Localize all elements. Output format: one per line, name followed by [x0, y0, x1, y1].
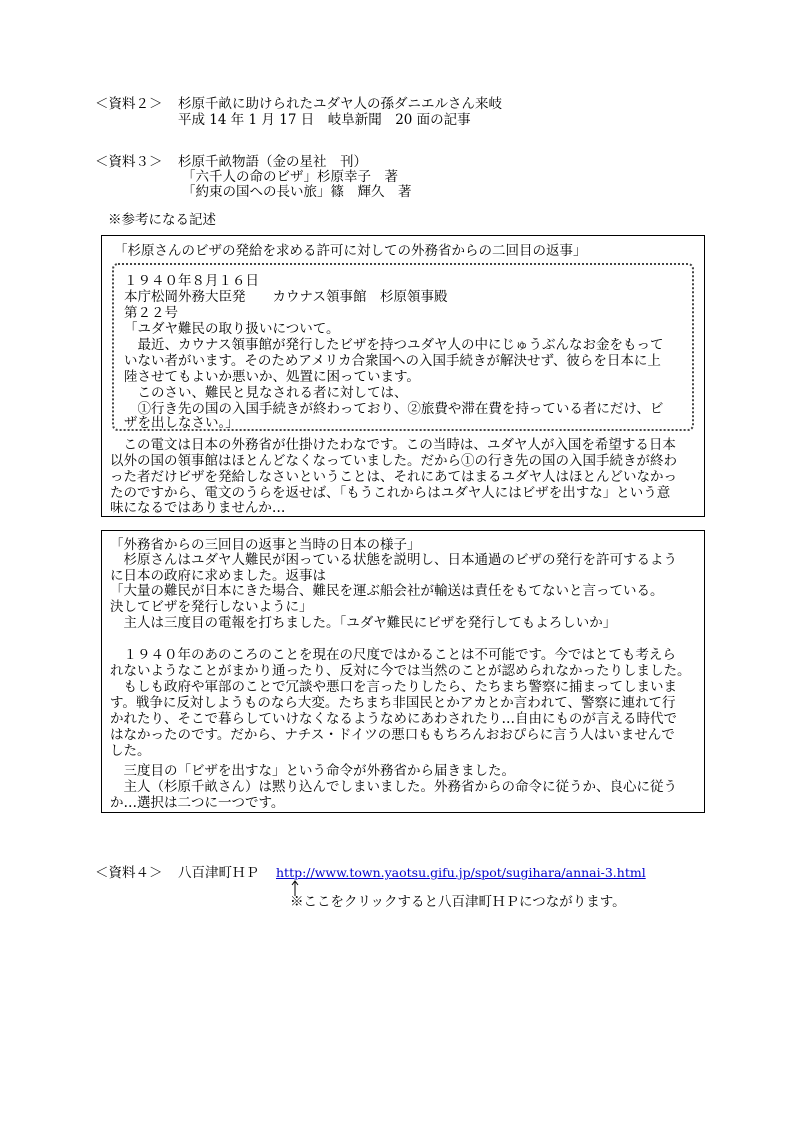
commentary-line: った者だけビザを発給しなさいということは、それにあてはまるユダヤ人はほとんどいなかっ: [110, 469, 677, 485]
telegram-line: 本庁松岡外務大臣発 カウナス領事館 杉原領事殿: [124, 289, 448, 305]
ref4-label: ＜資料４＞: [95, 865, 163, 881]
commentary-line: たのですから、電文のうらを返せば、「もうこれからはユダヤ人にはビザを出すな」という意: [110, 485, 671, 501]
ref2-source: 平成 14 年 1 月 17 日 岐阜新聞 20 面の記事: [178, 112, 471, 128]
telegram-frame: [112, 263, 694, 431]
telegram-line: 最近、カウナス領事館が発行したビザを持つユダヤ人の中にじゅうぶんなお金をもって: [124, 337, 664, 353]
box2-line: もしも政府や軍部のことで冗談や悪口を言ったりしたら、たちまち警察に捕まってしまいま: [110, 679, 677, 695]
telegram-line: このさい、難民と見なされる者に対しては、: [124, 385, 408, 401]
telegram-line: 「ユダヤ難民の取り扱いについて。: [124, 321, 340, 337]
box2-line: した。: [110, 743, 151, 759]
box2-line: かれたり、そこで暮らしていけなくなるようなめにあわされたり…自由にものが言える時代で: [110, 711, 677, 727]
box2-line: 三度目の「ビザを出すな」という命令が外務省から届きました。: [110, 763, 515, 779]
commentary-line: この電文は日本の外務省が仕掛けたわなです。この当時は、ユダヤ人が入国を希望する日本: [110, 437, 676, 453]
box2-line: か…選択は二つに一つです。: [110, 795, 285, 811]
box2-line: に日本の政府に求めました。返事は: [110, 568, 326, 584]
box2-line: 「大量の難民が日本にきた場合、難民を運ぶ船会社が輸送は責任をもてないと言っている。: [110, 583, 664, 599]
box2-line: 杉原さんはユダヤ人難民が困っている状態を説明し、日本通過のビザの発行を許可するよう: [110, 552, 677, 568]
box2-line: 「外務省からの三回目の返事と当時の日本の様子」: [110, 537, 421, 553]
ref4-title: 八百津町ＨＰ: [178, 865, 259, 881]
ref3-book-2: 「約束の国への長い旅」篠 輝久 著: [182, 184, 412, 200]
box2-line: れないようなことがまかり通ったり、反対に今では当然のことが認められなかったりしました。: [110, 663, 691, 679]
second-reply-box: [101, 235, 705, 517]
box2-line: す。戦争に反対しようものなら大変。たちまち非国民とかアカとか言われて、警察に連れて行: [110, 695, 676, 711]
ref3-book-1: 「六千人の命のビザ」杉原幸子 著: [182, 169, 398, 185]
telegram-line: １９４０年８月１６日: [124, 273, 259, 289]
telegram-line: 第２２号: [124, 305, 178, 321]
third-reply-box: [101, 530, 705, 813]
commentary-line: 以外の国の領事館はほとんどなくなっていました。だから①の行き先の国の入国手続きが終わ: [110, 453, 677, 469]
yaotsu-hp-link[interactable]: http://www.town.yaotsu.gifu.jp/spot/sugihara/annai-3.html: [276, 865, 646, 880]
ref2-title: 杉原千畝に助けられたユダヤ人の孫ダニエルさん来岐: [178, 96, 502, 112]
telegram-line: ザを出しなさい。」: [124, 415, 239, 431]
box2-line: １９４０年のあのころのことを現在の尺度ではかることは不可能です。今ではとても考えら: [110, 647, 676, 663]
telegram-line: ①行き先の国の入国手続きが終わっており、②旅費や滞在費を持っている者にだけ、ビ: [124, 401, 664, 417]
second-reply-heading: 「杉原さんのビザの発給を求める許可に対しての外務省からの二回目の返事」: [114, 243, 587, 259]
ref3-note: ※参考になる記述: [108, 212, 216, 228]
commentary-line: 味になるではありませんか…: [110, 500, 286, 516]
box2-line: 主人は三度目の電報を打ちました。「ユダヤ難民にビザを発行してもよろしいか」: [110, 615, 617, 631]
box2-line: はなかったのです。だから、ナチス・ドイツの悪口ももちろんおおぴらに言う人はいませんで: [110, 727, 675, 743]
ref3-label: ＜資料３＞: [95, 154, 163, 170]
telegram-line: いない者がいます。そのためアメリカ合衆国への入国手続きが解決せず、彼らを日本に上: [124, 353, 661, 369]
box2-line: 主人（杉原千畝さん）は黙り込んでしまいました。外務省からの命令に従うか、良心に従う: [110, 779, 677, 795]
click-note: ※ここをクリックすると八百津町ＨＰにつながります。: [290, 894, 626, 910]
box2-line: 決してビザを発行しないように」: [110, 599, 313, 615]
telegram-line: 陸させてもよいか悪いか、処置に困っています。: [124, 369, 420, 385]
ref3-title: 杉原千畝物語（金の星社 刊）: [178, 154, 367, 170]
ref2-label: ＜資料２＞: [95, 96, 163, 112]
